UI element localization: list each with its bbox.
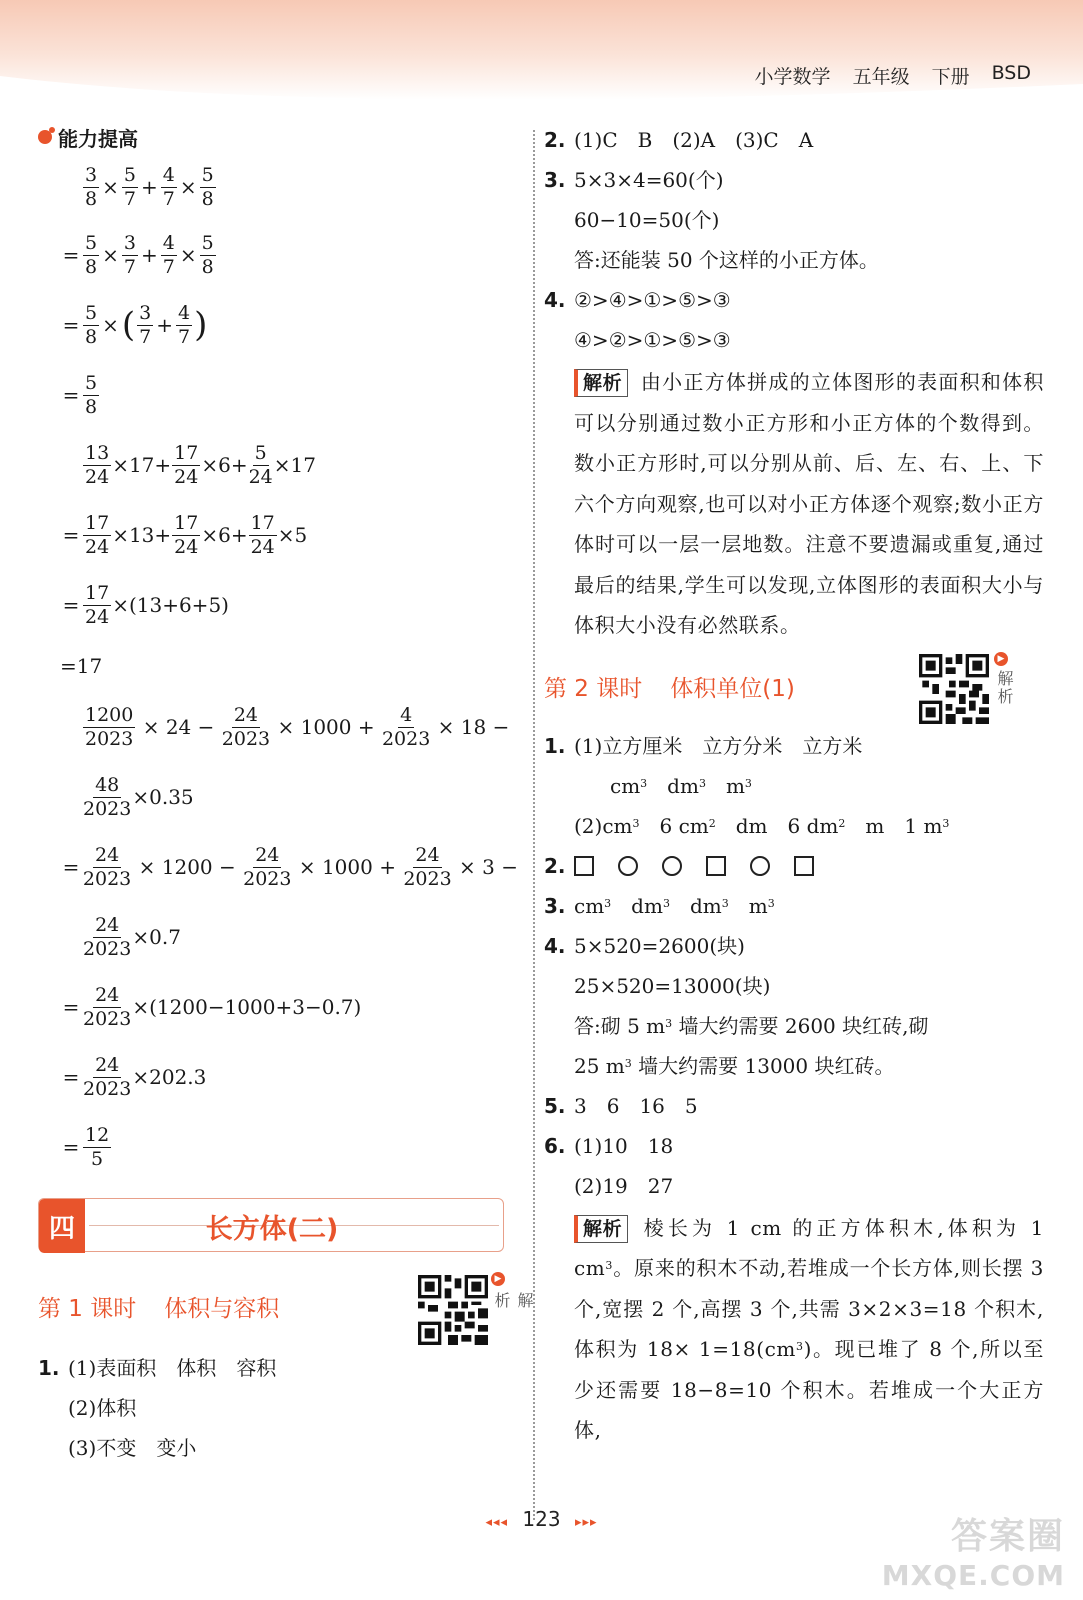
shape-row: [562, 856, 826, 876]
unit-answer-6-line2: (2)19 27: [574, 1173, 674, 1198]
unit-answer-4-line2: 25×520=13000(块): [574, 973, 771, 998]
prev-arrows-icon: ◂◂◂: [485, 1515, 509, 1530]
circle-shape-2: [662, 856, 682, 876]
section-heading: [38, 120, 518, 154]
header-volume: 下册: [931, 66, 970, 88]
analysis-tag: 解析: [574, 369, 628, 397]
qr-label: 解析: [492, 1292, 534, 1310]
unit-answer-6-line1: 6. (1)10 18: [544, 1133, 674, 1158]
calc-line-2: = $\frac{5}{8}$ × $\frac{3}{7}$ + $\frac{4}{7}$ × $\frac{5}{8}$: [62, 231, 214, 278]
unit-banner: [38, 1198, 504, 1252]
play-arrow-icon: ▶: [491, 1272, 505, 1286]
book-header: [755, 62, 1031, 89]
unit-answer-1b: $cm^3$ $dm^3$ $m^3$: [610, 773, 752, 798]
calc-line-12: $\frac{24}{2023}$ ×0.7: [83, 913, 181, 960]
unit-number: 四: [39, 1199, 85, 1253]
calc-line-15: = $\frac{12}{5}$: [62, 1123, 110, 1170]
lesson-1-answers: [38, 1348, 518, 1468]
calc-line-4: = $\frac{5}{8}$: [62, 371, 98, 418]
column-divider: [533, 130, 535, 1520]
left-column: [38, 120, 534, 1460]
unit-answer-2: 2.: [544, 846, 1044, 886]
analysis-1: 解析 由小正方体拼成的立体图形的表面积和体积可以分别通过数小正方形和小正方体的个数得到。数小正方形时,可以分别从前、后、左、右、上、下六个方向观察,也可以对小正方体逐个观察;数小正方体时可以一层一层地数。注意不要遗漏或重复,通过最后的结果,学生可以发现,立体图形的表面积大小与体积大小没有必然联系。: [574, 370, 1044, 637]
page-number: 123: [522, 1507, 561, 1531]
unit-answer-1a: 1. (1)立方厘米 立方分米 立方米: [544, 733, 863, 758]
qr-code-icon[interactable]: [919, 654, 989, 724]
answer-1a: 1. (1)表面积 体积 容积: [38, 1356, 277, 1380]
header-subject: 小学数学: [754, 66, 831, 88]
unit-title: 长方体(二): [205, 1213, 339, 1245]
watermark: 答案圈 MXQE.COM: [881, 1516, 1065, 1592]
answer-3-line1: 3. 5×3×4=60(个): [544, 168, 724, 192]
unit-answer-4-line1: 4. 5×520=2600(块): [544, 933, 745, 958]
circle-shape-1: [618, 856, 638, 876]
right-column: [544, 120, 1044, 1451]
calc-line-10: $\frac{48}{2023}$ ×0.35: [83, 773, 194, 820]
calc-line-13: = $\frac{24}{2023}$ ×(1200−1000+3−0.7): [62, 983, 362, 1030]
header-edition: BSD: [991, 62, 1031, 84]
unit-answer-1c: $(2)cm^3$ 6 $cm^2$ dm 6 $dm^2$ m 1 $m^3$: [574, 813, 950, 838]
section-title: 能力提高: [58, 126, 138, 151]
square-shape-5: [794, 856, 814, 876]
answer-3-line3: 答:还能装 50 个这样的小正方体。: [574, 248, 879, 272]
lesson-2-label: 第 2 课时: [544, 675, 643, 702]
analysis-2: 解析 棱长为 1 cm 的正方体积木,体积为 1 $cm^3$。原来的积木不动,若堆成一个长方体,则长摆 3 个,宽摆 2 个,高摆 3 个,共需 3×2×3=18 个积木,体积为 $18\times 1=18(cm^3)$。现已堆了 8 个,所以至少还需要 18−8=10 个积木。若堆成一个大正方体,: [574, 1215, 1045, 1442]
unit-answer-4-line3: 答:砌 5 $m^3$ 墙大约需要 2600 块红砖,砌: [574, 1013, 929, 1038]
lesson-1-label: 第 1 课时: [38, 1296, 137, 1322]
calc-line-3: = $\frac{5}{8}$ × ( $\frac{3}{7}$ + $\frac{4}{7}$ ): [62, 301, 208, 348]
answer-4-line2: ④>②>①>⑤>③: [574, 328, 731, 352]
lesson-2-heading-row: [544, 646, 1044, 726]
calc-line-11: = $\frac{24}{2023}$ × 1200 − $\frac{24}{2023}$ × 1000 + $\frac{24}{2023}$ × 3 −: [62, 843, 518, 890]
answer-1c: (3)不变 变小: [68, 1436, 197, 1460]
calc-line-5: $\frac{13}{24}$ ×17+ $\frac{17}{24}$ ×6+ $\frac{5}{24}$ ×17: [85, 441, 316, 488]
qr-label: 解析: [995, 669, 1014, 706]
analysis-tag: 解析: [574, 1215, 628, 1243]
answer-2: 2. (1)C B (2)A (3)C A: [544, 128, 814, 152]
lesson-1-heading: [38, 1290, 279, 1323]
calc-line-8: =17: [60, 654, 103, 678]
unit-answer-3: 3. $cm^3$ $dm^3$ $dm^3$ $m^3$: [544, 893, 775, 918]
square-shape-3: [706, 856, 726, 876]
qr-code-icon[interactable]: [418, 1275, 488, 1345]
circle-shape-4: [750, 856, 770, 876]
calc-line-7: = $\frac{17}{24}$ ×(13+6+5): [62, 581, 229, 628]
lesson-1-title: 体积与容积: [164, 1296, 280, 1322]
calc-line-1: $\frac{3}{8}$ × $\frac{5}{7}$ + $\frac{4}{7}$ × $\frac{5}{8}$: [85, 163, 214, 210]
dot-icon: [38, 130, 52, 144]
unit-answer-5: 5. 3 6 16 5: [544, 1093, 698, 1118]
calc-line-14: = $\frac{24}{2023}$ ×202.3: [62, 1053, 207, 1100]
header-grade: 五年级: [852, 66, 910, 88]
unit-answer-4-line4: 25 $m^3$ 墙大约需要 13000 块红砖。: [574, 1053, 895, 1078]
play-arrow-icon: ▶: [994, 652, 1008, 666]
answer-1b: (2)体积: [68, 1396, 137, 1420]
square-shape-0: [574, 856, 594, 876]
lesson-2-title: 体积单位(1): [670, 675, 795, 702]
next-arrows-icon: ▸▸▸: [574, 1515, 598, 1530]
lesson-2-heading: [544, 670, 795, 703]
answer-4-line1: 4. ②>④>①>⑤>③: [544, 288, 731, 312]
answer-3-line2: 60−10=50(个): [574, 208, 720, 232]
calc-line-9: $\frac{1200}{2023}$ × 24 − $\frac{24}{2023}$ × 1000 + $\frac{4}{2023}$ × 18 −: [85, 703, 510, 750]
calc-line-6: = $\frac{17}{24}$ ×13+ $\frac{17}{24}$ ×6+ $\frac{17}{24}$ ×5: [62, 511, 308, 558]
